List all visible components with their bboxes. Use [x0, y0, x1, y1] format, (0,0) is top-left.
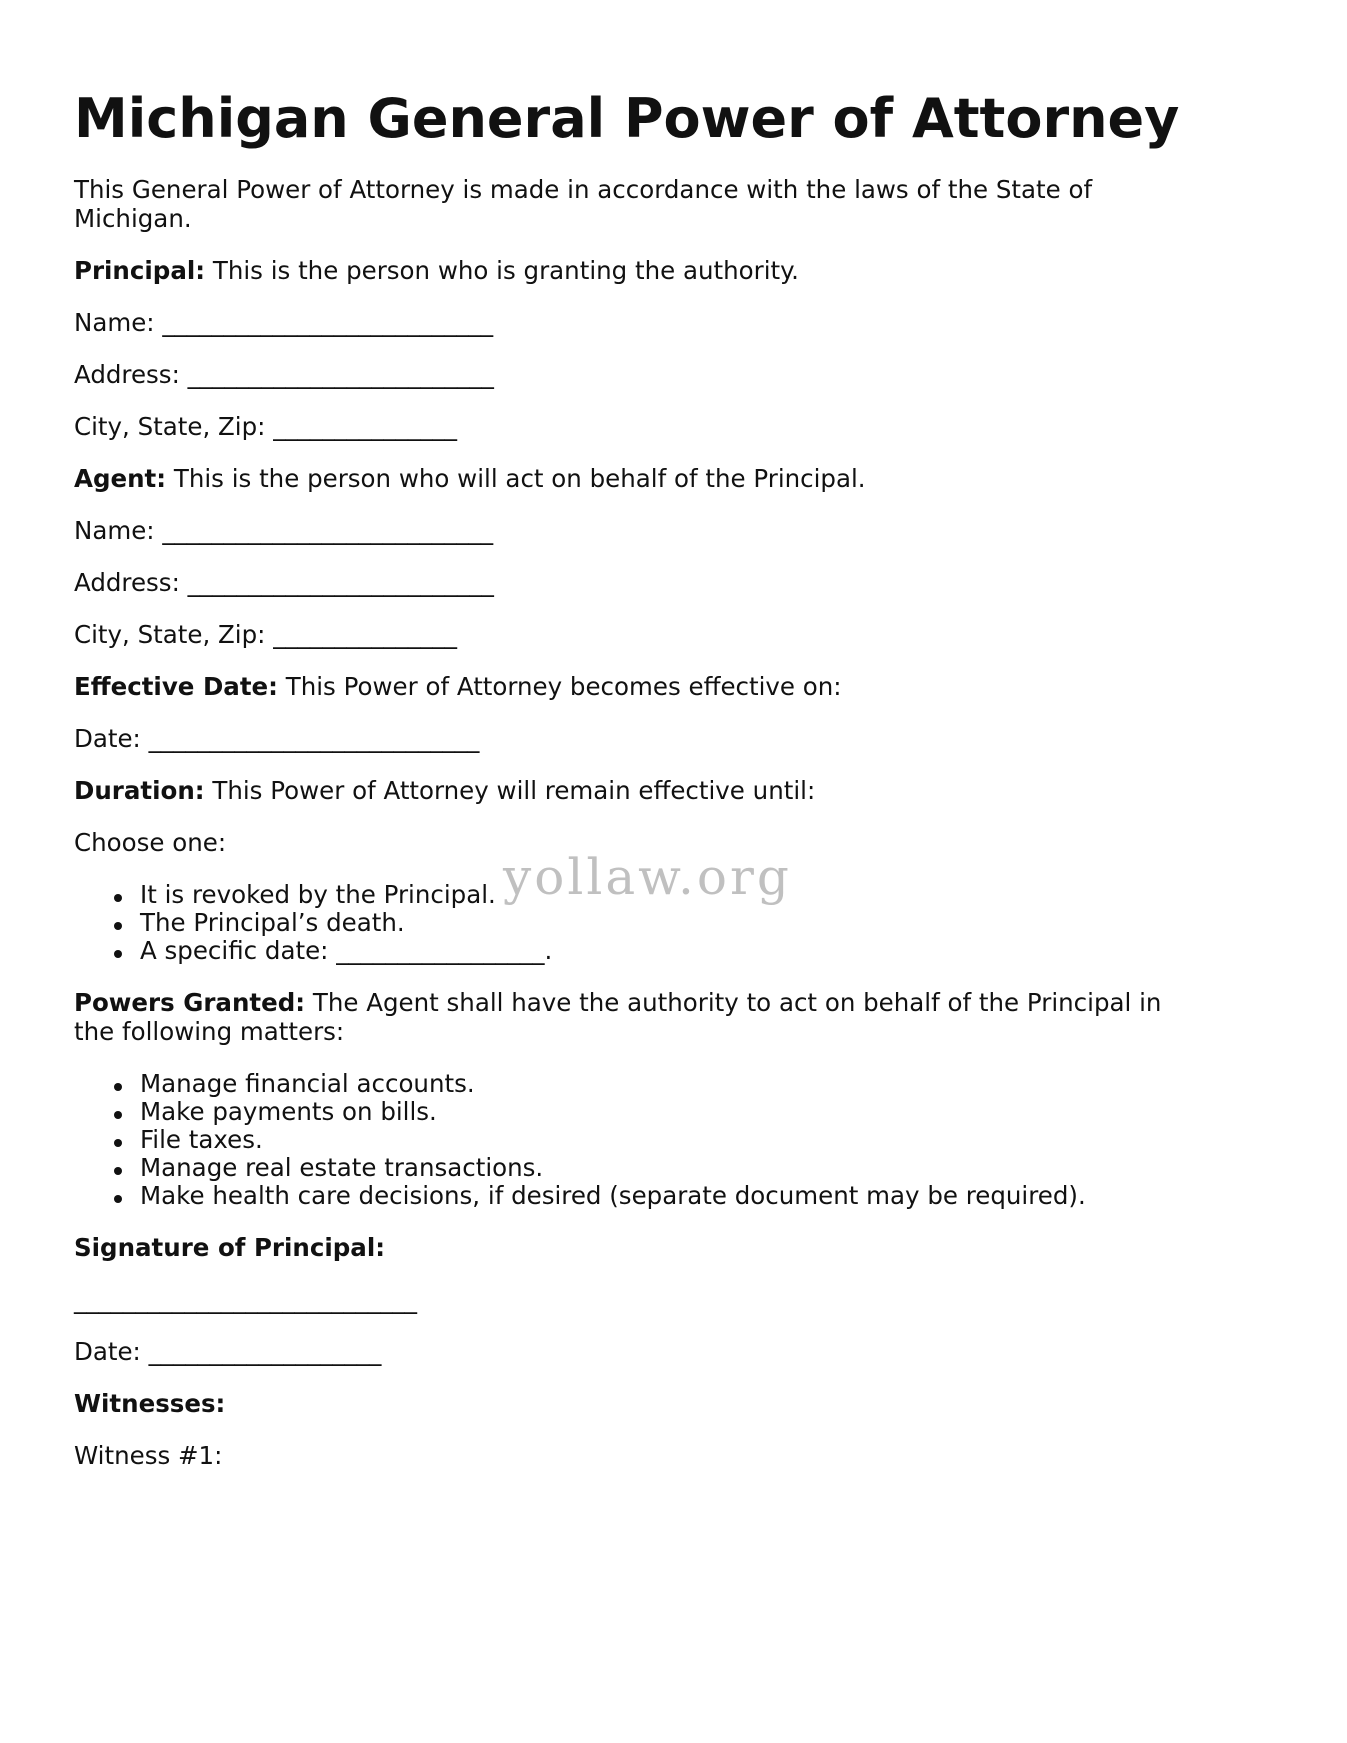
witness-1-field: Witness #1:	[74, 1441, 223, 1470]
principal-heading	[74, 255, 799, 286]
power-item: Make payments on bills.	[140, 1097, 437, 1126]
effective-label: Effective Date:	[74, 672, 278, 701]
principal-city-field: City, State, Zip: _______________	[74, 412, 457, 441]
duration-choose: Choose one:	[74, 828, 227, 857]
principal-description: This is the person who is granting the authority.	[205, 256, 799, 285]
principal-address-field: Address: _________________________	[74, 360, 494, 389]
duration-heading	[74, 775, 815, 806]
effective-description: This Power of Attorney becomes effective on:	[277, 672, 842, 701]
power-item: Manage financial accounts.	[140, 1069, 475, 1098]
powers-heading	[74, 987, 1161, 1018]
agent-city-field: City, State, Zip: _______________	[74, 620, 457, 649]
agent-description: This is the person who will act on behalf of the Principal.	[166, 464, 866, 493]
agent-address-field: Address: _________________________	[74, 568, 494, 597]
signature-heading	[74, 1232, 385, 1263]
duration-option: It is revoked by the Principal.	[140, 880, 496, 909]
signature-label: Signature of Principal:	[74, 1233, 386, 1262]
power-item: Make health care decisions, if desired (separate document may be required).	[140, 1181, 1086, 1210]
watermark: yollaw.org	[503, 848, 792, 906]
principal-label: Principal:	[74, 256, 206, 285]
powers-description-line-2: the following matters:	[74, 1017, 345, 1046]
effective-date-field: Date: ___________________________	[74, 724, 480, 753]
power-item: Manage real estate transactions.	[140, 1153, 544, 1182]
duration-option: A specific date: _________________.	[140, 936, 553, 965]
intro-line-1: This General Power of Attorney is made in accordance with the laws of the State of	[74, 175, 1093, 204]
power-item: File taxes.	[140, 1125, 263, 1154]
duration-option: The Principal’s death.	[140, 908, 405, 937]
effective-heading	[74, 671, 842, 702]
duration-description: This Power of Attorney will remain effective until:	[204, 776, 816, 805]
duration-label: Duration:	[74, 776, 205, 805]
witnesses-label: Witnesses:	[74, 1389, 226, 1418]
agent-heading	[74, 463, 866, 494]
principal-name-field: Name: ___________________________	[74, 308, 494, 337]
signature-line: ____________________________	[74, 1285, 417, 1314]
signature-date-field: Date: ___________________	[74, 1337, 382, 1366]
powers-label: Powers Granted:	[74, 988, 306, 1017]
document-title: Michigan General Power of Attorney	[74, 87, 1180, 150]
witnesses-heading	[74, 1388, 225, 1419]
powers-description: The Agent shall have the authority to act on behalf of the Principal in	[305, 988, 1162, 1017]
agent-name-field: Name: ___________________________	[74, 516, 494, 545]
agent-label: Agent:	[74, 464, 167, 493]
intro-line-2: Michigan.	[74, 204, 192, 233]
